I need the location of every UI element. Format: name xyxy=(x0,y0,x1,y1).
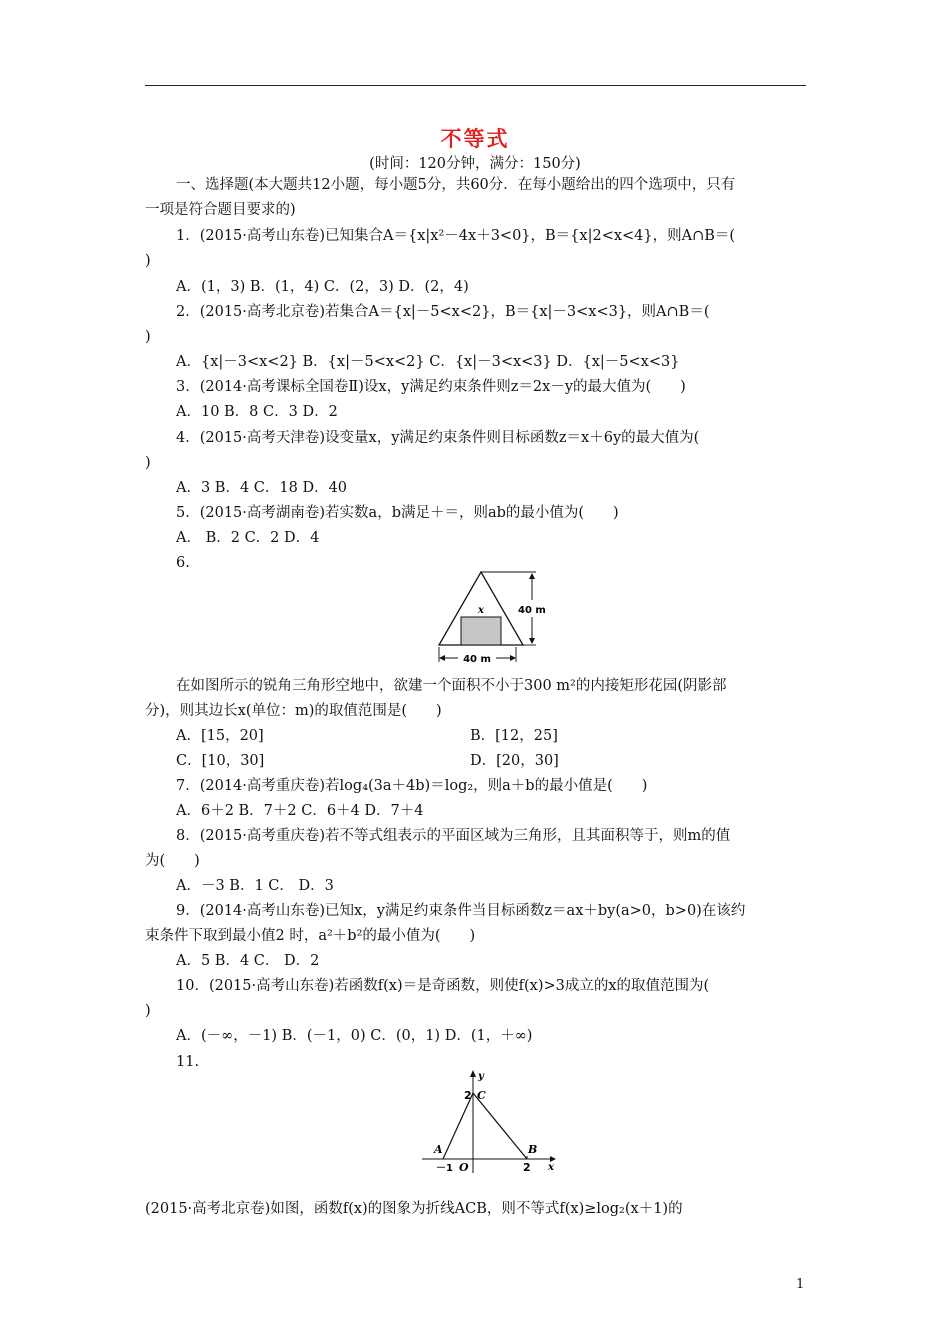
question-7: 7．(2014·高考重庆卷)若log₄(3a＋4b)＝log₂，则a＋b的最小值是( ) xyxy=(176,778,648,794)
question-8-options: A．－3 B．1 C． D．3 xyxy=(176,878,334,894)
question-2: 2．(2015·高考北京卷)若集合A＝{x|－5<x<2}，B＝{x|－3<x<3}，则A∩B＝( xyxy=(176,304,710,320)
fig11-axis-x: x xyxy=(548,1162,554,1173)
question-6-number: 6. xyxy=(176,555,190,571)
question-11-number: 11. xyxy=(176,1054,200,1070)
fig11-tick-2x: 2 xyxy=(523,1161,531,1174)
fig6-label-height: 40 m xyxy=(518,605,546,616)
fig11-point-b: B xyxy=(528,1143,538,1156)
question-4-cont: ) xyxy=(145,455,151,471)
question-2-options: A．{x|－3<x<2} B．{x|－5<x<2} C．{x|－3<x<3} D．{x|－5<x<3} xyxy=(176,354,680,370)
question-10-options: A．(－∞，－1) B．(－1，0) C．(0，1) D．(1，＋∞) xyxy=(176,1028,533,1044)
question-6-option-d: D．[20，30] xyxy=(470,753,559,769)
graph-figure xyxy=(418,1065,568,1175)
question-8: 8．(2015·高考重庆卷)若不等式组表示的平面区域为三角形，且其面积等于，则m的值 xyxy=(176,828,731,844)
question-1-cont: ) xyxy=(145,253,151,269)
question-3: 3．(2014·高考课标全国卷Ⅱ)设x，y满足约束条件则z＝2x－y的最大值为( ) xyxy=(176,379,686,395)
fig11-tick-2y: 2 xyxy=(464,1089,472,1102)
question-9: 9．(2014·高考山东卷)已知x，y满足约束条件当目标函数z＝ax＋by(a>0，b>0)在该约 xyxy=(176,903,746,919)
question-2-cont: ) xyxy=(145,329,151,345)
page-number: 1 xyxy=(796,1277,805,1292)
page-subtitle: (时间：120分钟，满分：150分) xyxy=(369,156,581,172)
question-4-options: A．3 B．4 C．18 D．40 xyxy=(176,480,348,496)
question-6-cont: 分)，则其边长x(单位：m)的取值范围是( ) xyxy=(145,703,442,719)
question-1: 1．(2015·高考山东卷)已知集合A＝{x|x²－4x＋3<0}，B＝{x|2<x<4}，则A∩B＝( xyxy=(176,228,736,244)
section-heading: 一、选择题(本大题共12小题，每小题5分，共60分．在每小题给出的四个选项中，只有 xyxy=(176,177,736,193)
fig6-label-base: 40 m xyxy=(463,654,491,665)
triangle-figure xyxy=(430,565,560,670)
question-10-cont: ) xyxy=(145,1003,151,1019)
question-10: 10．(2015·高考山东卷)若函数f(x)＝是奇函数，则使f(x)>3成立的x的取值范围为( xyxy=(176,978,710,994)
fig6-label-x: x xyxy=(478,605,484,616)
question-11: (2015·高考北京卷)如图，函数f(x)的图象为折线ACB，则不等式f(x)≥log₂(x＋1)的 xyxy=(145,1201,683,1217)
question-9-cont: 束条件下取到最小值2 时，a²＋b²的最小值为( ) xyxy=(145,928,476,944)
section-heading-cont: 一项是符合题目要求的) xyxy=(145,202,296,218)
header-rule xyxy=(145,85,806,86)
question-5-options: A． B．2 C．2 D．4 xyxy=(176,530,320,546)
question-8-cont: 为( ) xyxy=(145,853,200,869)
fig11-point-a: A xyxy=(434,1143,443,1156)
question-5: 5．(2015·高考湖南卷)若实数a，b满足＋＝，则ab的最小值为( ) xyxy=(176,505,619,521)
question-6-option-b: B．[12，25] xyxy=(470,728,558,744)
question-1-options: A．(1，3) B．(1，4) C．(2，3) D．(2，4) xyxy=(176,279,469,295)
question-6-option-a: A．[15，20] xyxy=(176,728,264,744)
question-4: 4．(2015·高考天津卷)设变量x，y满足约束条件则目标函数z＝x＋6y的最大值为( xyxy=(176,430,700,446)
question-9-options: A．5 B．4 C． D．2 xyxy=(176,953,320,969)
fig11-axis-y: y xyxy=(478,1071,484,1082)
fig11-origin: O xyxy=(459,1161,469,1174)
page-title: 不等式 xyxy=(440,126,510,151)
question-3-options: A．10 B．8 C．3 D．2 xyxy=(176,404,338,420)
question-6-option-c: C．[10，30] xyxy=(176,753,265,769)
fig11-point-c: C xyxy=(477,1089,486,1102)
question-6: 在如图所示的锐角三角形空地中，欲建一个面积不小于300 m²的内接矩形花园(阴影部 xyxy=(176,678,727,694)
question-7-options: A．6＋2 B．7＋2 C．6＋4 D．7＋4 xyxy=(176,803,424,819)
fig11-tick-neg1: －1 xyxy=(436,1163,453,1174)
